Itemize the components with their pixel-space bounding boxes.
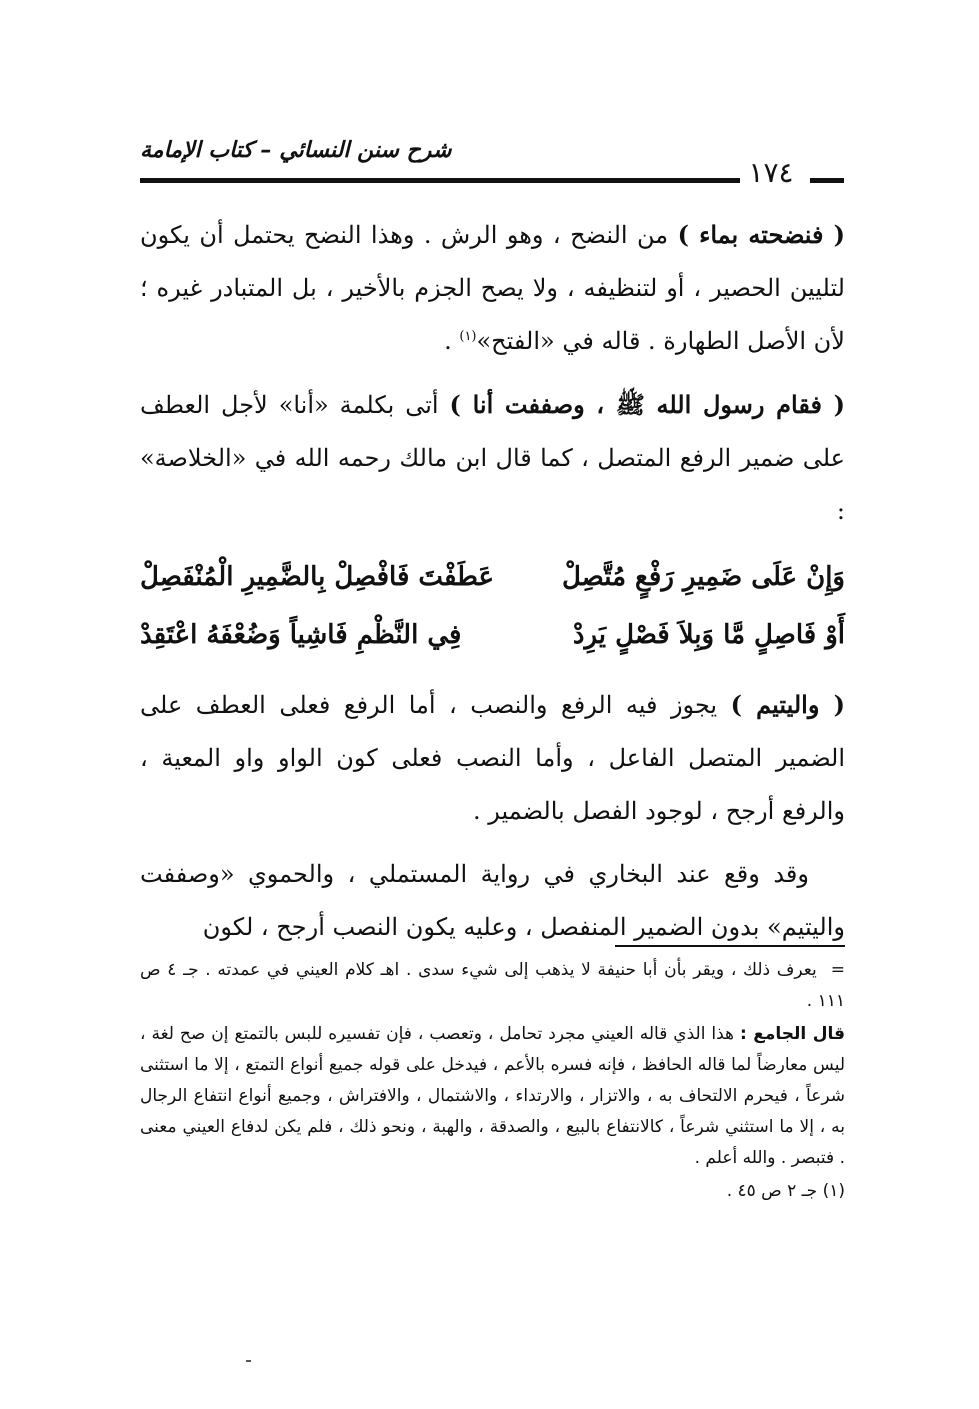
paragraph-1-text: من النضح ، وهو الرش . وهذا النضح يحتمل أن يكون لتليين الحصير ، أو لتنظيفه ، ولا يصح الجزم بالأخير ، بل المتبادر غيره ؛ لأن الأصل الطهارة . قاله في «الفتح» bbox=[140, 221, 845, 355]
jami-label: قال الجامع : bbox=[739, 1024, 846, 1044]
running-title: شرح سنن النسائي – كتاب الإمامة bbox=[140, 138, 452, 163]
paragraph-1 bbox=[140, 208, 845, 368]
footnote-continuation-text: يعرف ذلك ، ويقر بأن أبا حنيفة لا يذهب إلى شيء سدى . اهـ كلام العيني في عمدته . جـ ٤ ص ١١١ . bbox=[140, 960, 845, 1011]
poetry-verses bbox=[140, 548, 845, 664]
verse-line bbox=[140, 606, 845, 664]
verse-second-hemistich: فِي النَّظْمِ فَاشِياً وَضُعْفَهُ اعْتَقِدْ bbox=[140, 620, 462, 650]
continuation-mark: = bbox=[830, 960, 845, 980]
paragraph-2-text: أتى بكلمة «أنا» لأجل العطف على ضمير الرفع المتصل ، كما قال ابن مالك رحمه الله في «الخلاصة» : bbox=[140, 391, 845, 525]
header-rule bbox=[140, 178, 740, 183]
footnote-1-number: (١) bbox=[822, 1181, 845, 1201]
lemma-faqama: ( فقام رسول الله ﷺ ، وصففت أنا ) bbox=[449, 390, 845, 419]
paragraph-4 bbox=[140, 848, 845, 954]
verse-second-hemistich: عَطَفْتَ فَافْصِلْ بِالضَّمِيرِ الْمُنْفَصِلْ bbox=[140, 562, 494, 592]
footnote-continuation bbox=[140, 955, 845, 1017]
verse-first-hemistich: وَإِنْ عَلَى ضَمِيرِ رَفْعٍ مُتَّصِلْ bbox=[561, 562, 845, 592]
paragraph-3-text: يجوز فيه الرفع والنصب ، أما الرفع فعلى العطف على الضمير المتصل الفاعل ، وأما النصب فعلى كون الواو واو المعية ، والرفع أرجح ، لوجود الفصل بالضمير . bbox=[140, 691, 845, 825]
paragraph-2 bbox=[140, 378, 845, 538]
verse-first-hemistich: أَوْ فَاصِلٍ مَّا وَبِلاَ فَصْلٍ يَرِدْ bbox=[572, 620, 845, 650]
header-rule-short bbox=[810, 178, 844, 183]
footnote-1-text: جـ ٢ ص ٤٥ . bbox=[726, 1181, 823, 1201]
paragraph-3 bbox=[140, 678, 845, 838]
verse-line bbox=[140, 548, 845, 606]
page-number: ١٧٤ bbox=[748, 156, 794, 189]
lemma-fanadahtuhu: ( فنضحته بماء ) bbox=[677, 220, 845, 249]
paragraph-4-text: وقد وقع عند البخاري في رواية المستملي ، والحموي «وصففت واليتيم» بدون الضمير المنفصل ، وعليه يكون النصب أرجح ، لكون bbox=[140, 860, 845, 941]
footnote-ref-1[interactable]: (١) bbox=[459, 329, 477, 344]
footnotes bbox=[140, 955, 845, 1209]
paragraph-1-end: . bbox=[444, 327, 460, 355]
footnote-1 bbox=[140, 1176, 845, 1207]
scan-speck bbox=[246, 1360, 251, 1362]
main-text bbox=[140, 208, 845, 964]
jami-text: هذا الذي قاله العيني مجرد تحامل ، وتعصب ، فإن تفسيره للبس بالتمتع إن صح لغة ، ليس معارضاً لما قاله الحافظ ، فإنه فسره بالأعم ، فيدخل على قوله جميع أنواع التمتع ، إلا ما استثنى شرعاً ، فيحرم الالتحاف به ، والاتزار ، والارتداء ، والاشتمال ، والافتراش ، وجميع أنواع انتفاع الرجال به ، إلا ما استثني شرعاً ، كالانتفاع بالبيع ، والصدقة ، والهبة ، ونحو ذلك ، فلم يكن لدفاع العيني معنى . فتبصر . والله أعلم . bbox=[140, 1024, 845, 1168]
footnote-jami bbox=[140, 1019, 845, 1174]
footnote-separator bbox=[615, 945, 845, 947]
lemma-walyatim: ( واليتيم ) bbox=[730, 690, 845, 719]
